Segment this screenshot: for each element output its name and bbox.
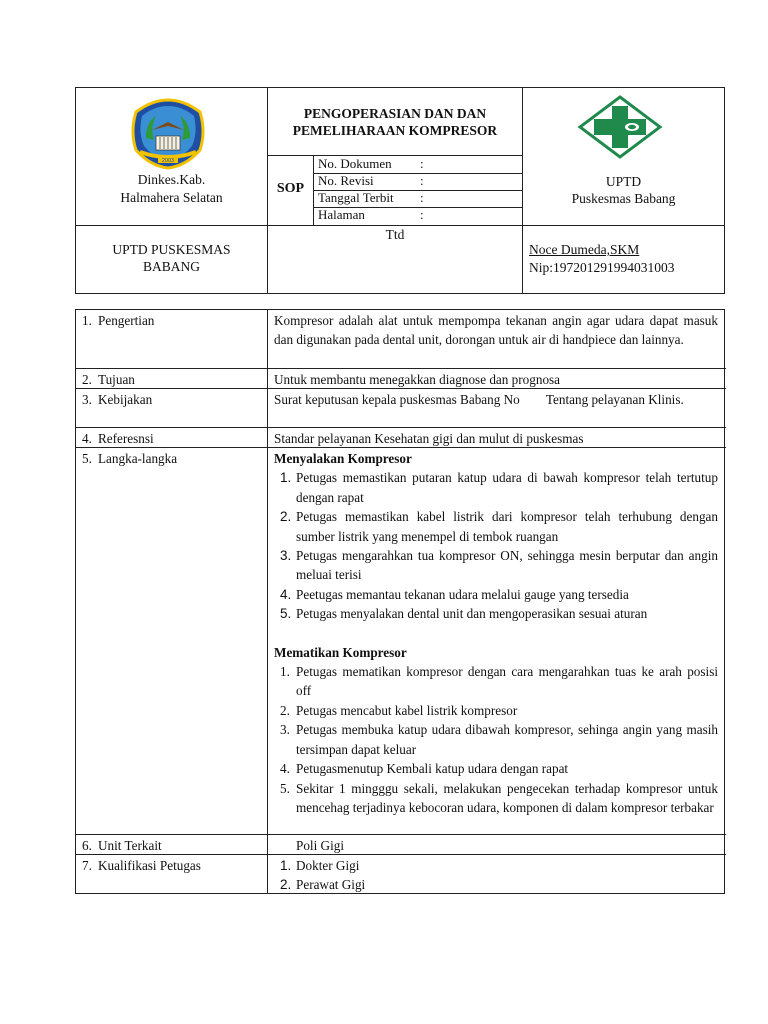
row-pengertian xyxy=(76,310,726,369)
signer-block xyxy=(529,241,724,277)
list-item: 1. Petugas mematikan kompresor dengan cara mengarahkan tuas ke arah posisi off xyxy=(280,664,718,699)
row-label: 7. Kualifikasi Petugas xyxy=(76,855,268,894)
row-kebijakan xyxy=(76,389,726,428)
list-item: 2. Petugas memastikan kabel listrik dari kompresor telah terhubung dengan sumber listrik yang menempel di tembok ruangan xyxy=(280,509,718,544)
sop-label: SOP xyxy=(276,181,305,196)
row-tujuan xyxy=(76,369,726,389)
district-emblem-logo xyxy=(122,96,214,170)
list-item: 1. Petugas memastikan putaran katup udara di bawah kompresor telah tertutup dengan rapat xyxy=(280,470,718,505)
row-label: 3. Kebijakan xyxy=(76,389,268,427)
row-langkah xyxy=(76,448,726,835)
list-item: 3. Petugas mengarahkan tua kompresor ON, sehingga mesin berputar dan angin meluai terisi xyxy=(280,548,718,583)
meta-no-dokumen: No. Dokumen : xyxy=(314,156,522,174)
sop-content-table xyxy=(75,309,725,894)
logo-year-text: 2003 xyxy=(161,158,175,164)
list-item: 1. Dokter Gigi xyxy=(280,858,360,873)
spacer xyxy=(274,624,718,643)
divider xyxy=(76,225,724,226)
row-value: Surat keputusan kepala puskesmas Babang No Tentang pelayanan Klinis. xyxy=(274,392,684,407)
list-item: 2. Petugas mencabut kabel listrik kompresor xyxy=(280,702,518,718)
row-value: Untuk membantu menegakkan diagnose dan prognosa xyxy=(274,372,561,387)
signer-nip: Nip:197201291994031003 xyxy=(529,260,675,275)
sop-header-table xyxy=(75,87,725,294)
row-label: 5. Langka-langka xyxy=(76,448,268,834)
row-referensi xyxy=(76,428,726,448)
meta-no-revisi: No. Revisi : xyxy=(314,173,522,191)
row-value xyxy=(268,448,726,817)
list-item: 5. Sekitar 1 mingggu sekali, melakukan pengecekan terhadap kompresor untuk mencehag terjadinya kebocoran udara, komponen di dalam kompresor terbakar xyxy=(280,780,718,815)
uptd-puskesmas-babang: UPTD PUSKESMAS BABANG xyxy=(112,242,231,274)
signer-name: Noce Dumeda,SKM xyxy=(529,242,640,257)
list-item: 4. Petugasmenutup Kembali katup udara dengan rapat xyxy=(280,761,569,777)
list-item: 4. Peetugas memantau tekanan udara melalui gauge yang tersedia xyxy=(280,586,629,602)
kualifikasi-list xyxy=(274,856,718,895)
document-title: PENGOPERASIAN DAN DAN PEMELIHARAAN KOMPRESOR xyxy=(292,106,498,138)
puskesmas-logo xyxy=(576,94,664,160)
uptd-label: UPTD Puskesmas Babang xyxy=(571,174,676,206)
row-label: 1. Pengertian xyxy=(76,310,268,368)
row-value: Poli Gigi xyxy=(296,838,344,853)
row-label: 6. Unit Terkait xyxy=(76,835,268,854)
row-unit-terkait xyxy=(76,835,726,855)
row-value: Standar pelayanan Kesehatan gigi dan mulut di puskesmas xyxy=(274,431,584,446)
ttd-label: Ttd xyxy=(385,227,405,242)
steps-menyalakan-list xyxy=(274,468,718,623)
row-kualifikasi xyxy=(76,855,726,894)
row-value: Kompresor adalah alat untuk mempompa tekanan angin agar udara dapat masuk dan digunakan pada dental unit, dorongan untuk air di handpiece dan lainnya. xyxy=(274,313,718,348)
section-title-mematikan: Mematikan Kompresor xyxy=(274,644,407,660)
list-item: 2. Perawat Gigi xyxy=(280,877,366,893)
list-item: 3. Petugas membuka katup udara dibawah kompresor, sehinga angin yang masih tersimpan dapat keluar xyxy=(280,722,718,757)
meta-tanggal-terbit: Tanggal Terbit : xyxy=(314,190,522,208)
row-label: 4. Referesnsi xyxy=(76,428,268,447)
dinkes-label: Dinkes.Kab. Halmahera Selatan xyxy=(120,172,223,205)
meta-halaman: Halaman : xyxy=(318,207,424,222)
steps-mematikan-list xyxy=(274,662,718,817)
row-label: 2. Tujuan xyxy=(76,369,268,388)
row-value xyxy=(268,855,726,895)
section-title-menyalakan: Menyalakan Kompresor xyxy=(274,451,412,466)
list-item: 5. Petugas menyalakan dental unit dan mengoperasikan sesuai aturan xyxy=(280,606,648,622)
